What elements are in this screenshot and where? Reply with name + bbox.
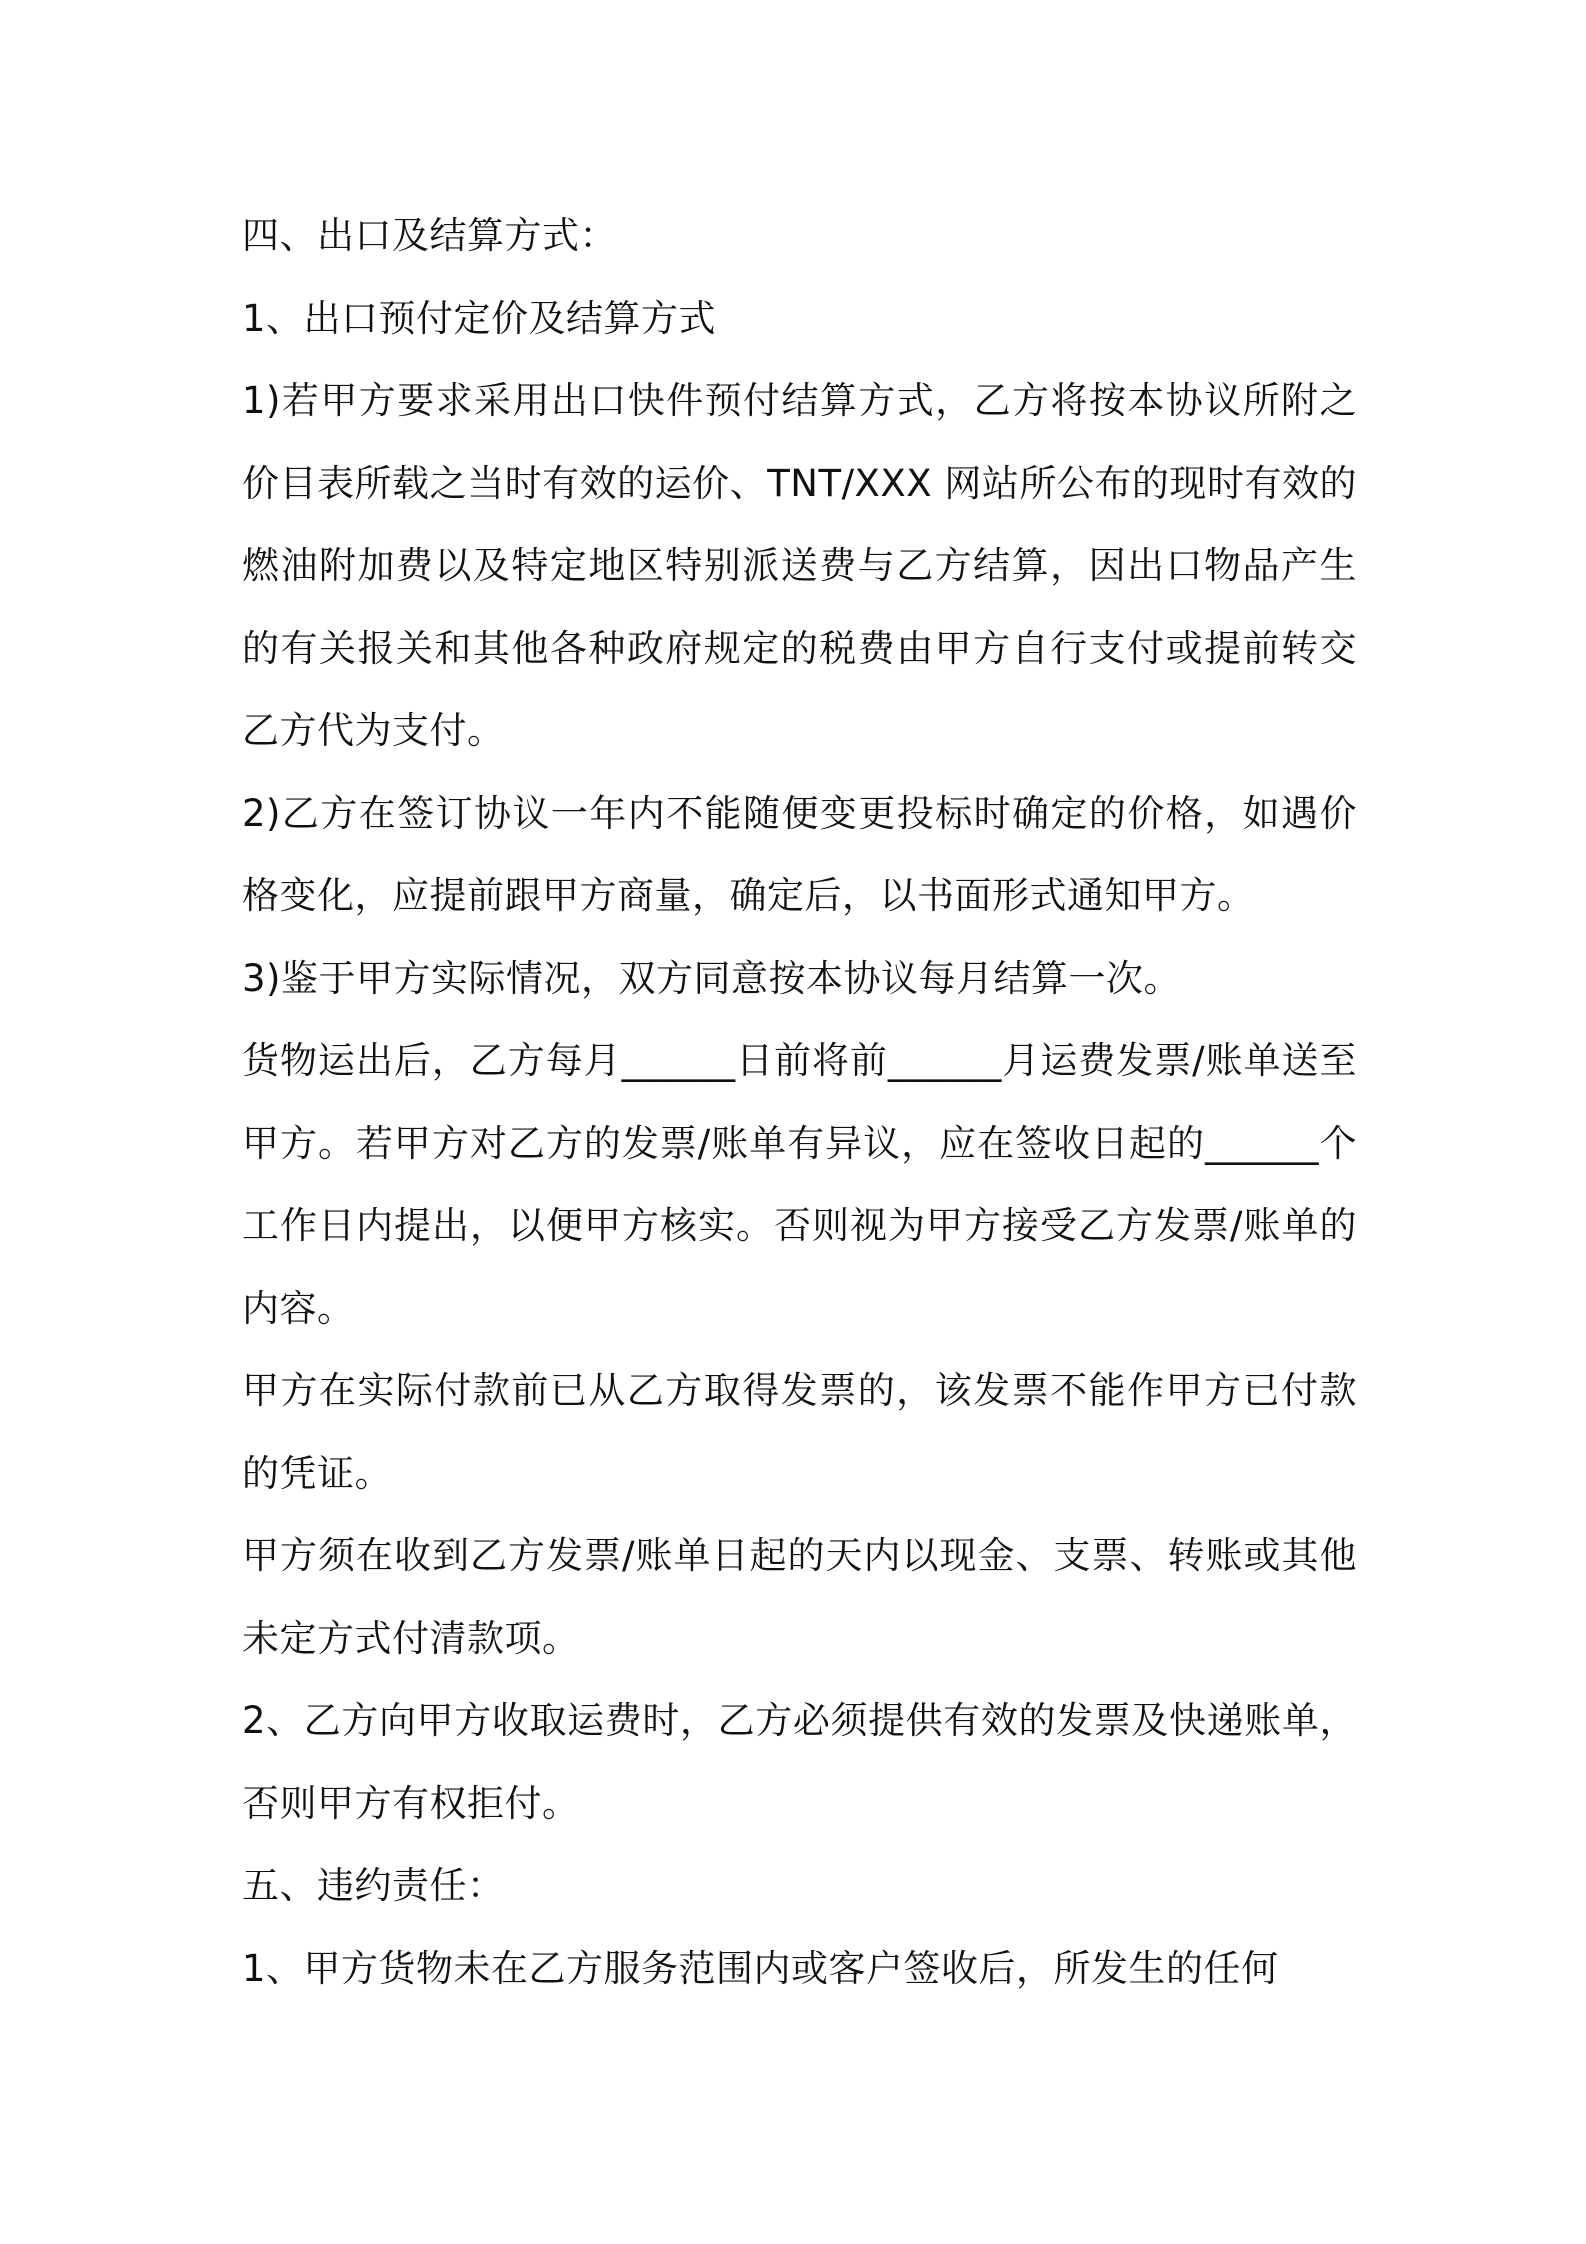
clause-paragraph: 甲方在实际付款前已从乙方取得发票的，该发票不能作甲方已付款的凭证。 [242, 1369, 1357, 1495]
section-heading-liability: 五、违约责任： [242, 1864, 505, 1907]
clause-paragraph: 1)若甲方要求采用出口快件预付结算方式，乙方将按本协议所附之价目表所载之当时有效的运价、TNT/XXX 网站所公布的现时有效的燃油附加费以及特定地区特别派送费与乙方结算，因出口物品产生的有关报关和其他各种政府规定的税费由甲方自行支付或提前转交乙方代为支付。 [242, 379, 1357, 752]
clause-paragraph: 3)鉴于甲方实际情况，双方同意按本协议每月结算一次。 [242, 956, 1181, 1000]
clause-paragraph: 2)乙方在签订协议一年内不能随便变更投标时确定的价格，如遇价格变化，应提前跟甲方商量，确定后，以书面形式通知甲方。 [242, 791, 1357, 917]
section-heading-settlement: 四、出口及结算方式： [242, 214, 617, 257]
clause-paragraph: 1、甲方货物未在乙方服务范围内或客户签收后，所发生的任何 [242, 1946, 1279, 1990]
clause-paragraph: 甲方须在收到乙方发票/账单日起的天内以现金、支票、转账或其他未定方式付清款项。 [242, 1534, 1357, 1660]
clause-paragraph: 2、乙方向甲方收取运费时，乙方必须提供有效的发票及快递账单，否则甲方有权拒付。 [242, 1699, 1357, 1825]
clause-heading-prepaid-pricing: 1、出口预付定价及结算方式 [242, 296, 717, 340]
clause-paragraph: 货物运出后，乙方每月______日前将前______月运费发票/账单送至甲方。若甲方对乙方的发票/账单有异议，应在签收日起的______个工作日内提出，以便甲方核实。否则视为甲方接受乙方发票/账单的内容。 [242, 1039, 1357, 1330]
document-body [242, 195, 1357, 2010]
